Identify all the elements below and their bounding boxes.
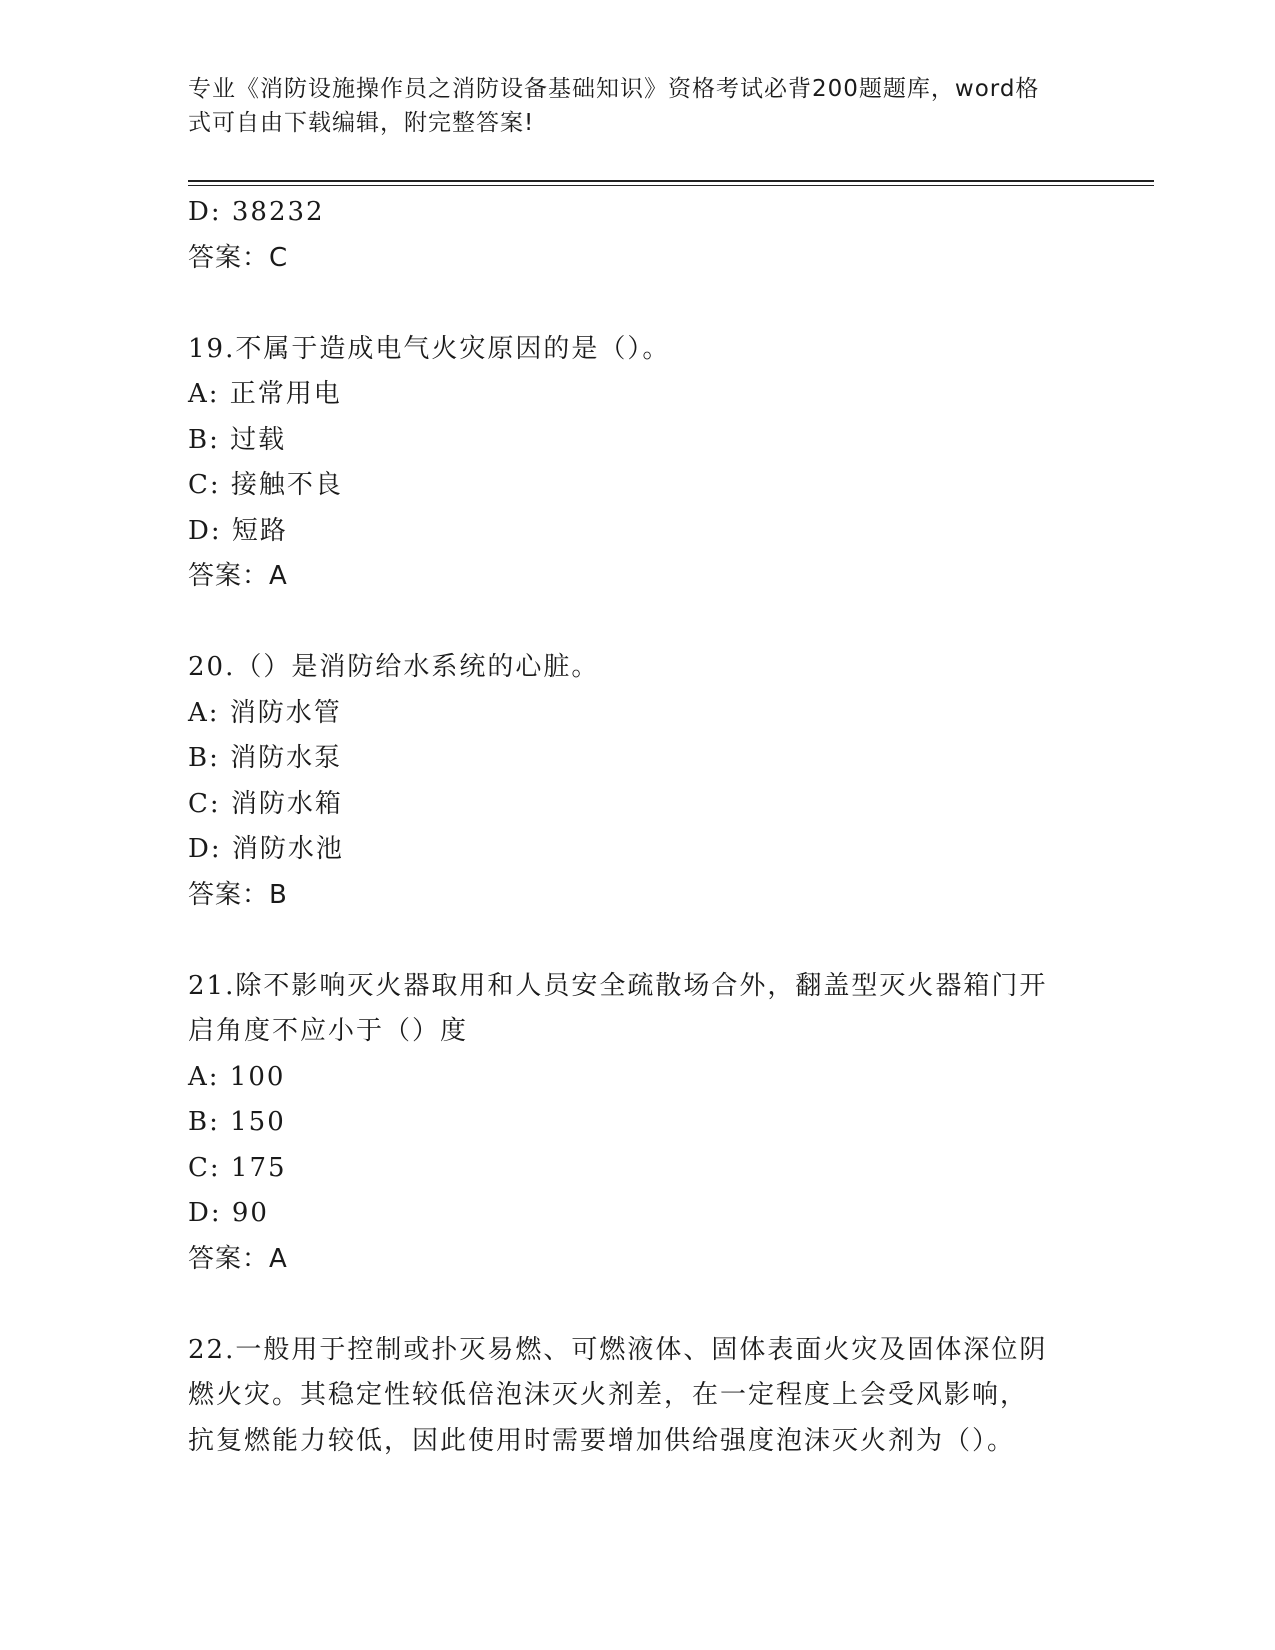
option-b: B: 消防水泵 <box>188 743 343 773</box>
option-d: D: 38232 <box>188 197 325 227</box>
question-text-line-1: 21.除不影响灭火器取用和人员安全疏散场合外，翻盖型灭火器箱门开 <box>188 970 1048 1001</box>
option-a: A: 100 <box>188 1061 286 1092</box>
answer-line: 答案：A <box>188 561 288 591</box>
document-header <box>188 72 1088 140</box>
option-b: B: 150 <box>188 1107 286 1137</box>
option-c: C: 接触不良 <box>188 470 343 500</box>
option-d: D: 消防水池 <box>188 834 344 864</box>
spacer <box>188 918 1088 964</box>
question-text-line-3: 抗复燃能力较低，因此使用时需要增加供给强度泡沫灭火剂为（）。 <box>188 1425 1016 1456</box>
question-19 <box>188 327 1088 600</box>
option-b: B: 过载 <box>188 424 287 455</box>
option-c: C: 175 <box>188 1152 287 1183</box>
question-list <box>188 190 1088 1464</box>
header-line-1: 专业《消防设施操作员之消防设备基础知识》资格考试必背200题题库，word格 <box>188 76 1040 102</box>
question-18-tail <box>188 190 1088 281</box>
option-d: D: 短路 <box>188 515 288 546</box>
option-d: D: 90 <box>188 1198 269 1228</box>
spacer <box>188 281 1088 327</box>
answer-line: 答案：B <box>188 879 288 910</box>
question-text-line-1: 22.一般用于控制或扑灭易燃、可燃液体、固体表面火灾及固体深位阴 <box>188 1334 1048 1365</box>
question-21 <box>188 964 1088 1283</box>
option-a: A: 正常用电 <box>188 379 342 409</box>
header-divider-thin <box>188 185 1154 186</box>
spacer <box>188 1282 1088 1328</box>
answer-line: 答案：A <box>188 1243 288 1274</box>
option-a: A: 消防水管 <box>188 697 342 728</box>
question-22 <box>188 1328 1088 1465</box>
option-c: C: 消防水箱 <box>188 788 343 819</box>
question-text: 19.不属于造成电气火灾原因的是（）。 <box>188 333 671 364</box>
question-text-line-2: 燃火灾。其稳定性较低倍泡沫灭火剂差，在一定程度上会受风影响， <box>188 1380 1029 1410</box>
header-divider-thick <box>188 180 1154 182</box>
question-text-line-2: 启角度不应小于（）度 <box>188 1016 469 1046</box>
spacer <box>188 600 1088 646</box>
header-line-2: 式可自由下载编辑，附完整答案! <box>188 110 535 136</box>
question-text: 20.（）是消防给水系统的心脏。 <box>188 652 600 682</box>
question-20 <box>188 645 1088 918</box>
answer-line: 答案：C <box>188 242 289 273</box>
